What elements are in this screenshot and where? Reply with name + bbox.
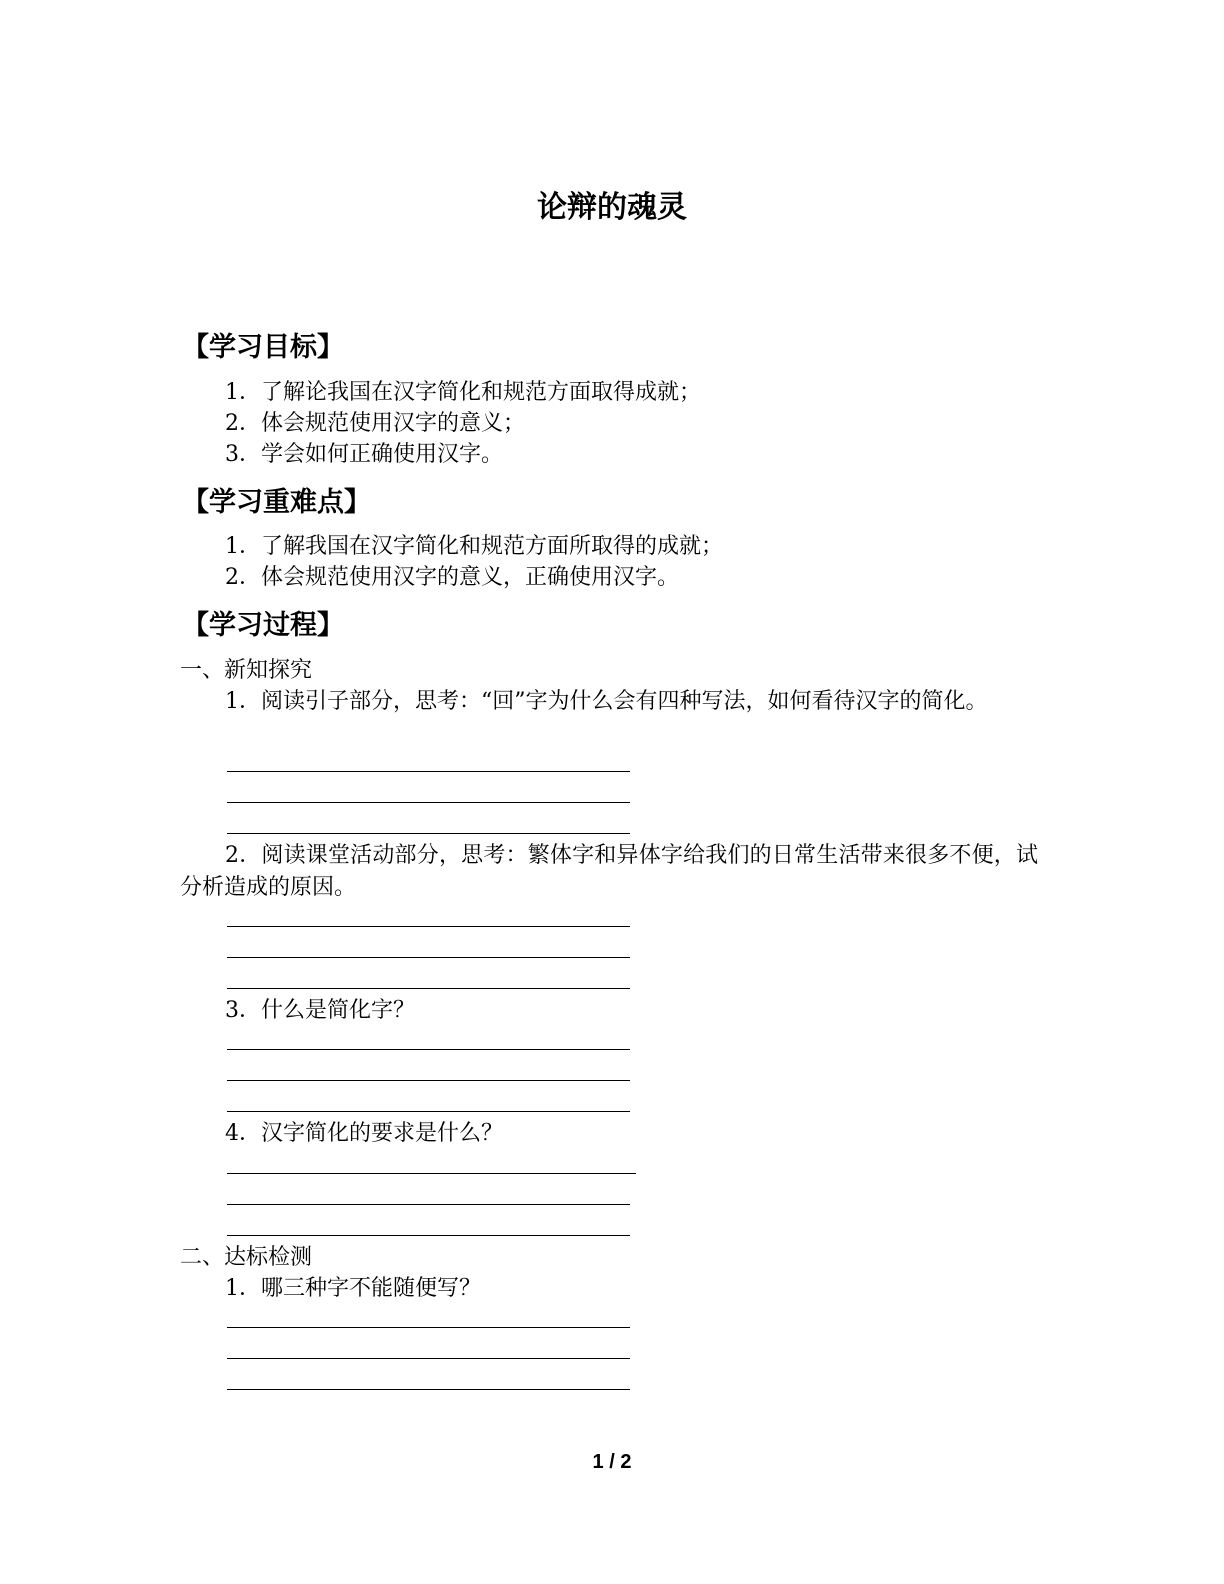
answer-line[interactable] bbox=[227, 926, 630, 927]
answer-line[interactable] bbox=[227, 1235, 630, 1236]
section-title-assessment: 二、达标检测 bbox=[180, 1245, 313, 1270]
answer-line[interactable] bbox=[227, 1389, 630, 1390]
objectives-heading: 【学习目标】 bbox=[182, 332, 344, 363]
page-number: 1 / 2 bbox=[592, 1451, 632, 1473]
key-point-item: 1．了解我国在汉字简化和规范方面所取得的成就； bbox=[225, 534, 723, 559]
answer-line[interactable] bbox=[227, 1358, 630, 1359]
answer-line[interactable] bbox=[227, 1049, 630, 1050]
answer-line[interactable] bbox=[227, 988, 630, 989]
question-2: 2．阅读课堂活动部分，思考：繁体字和异体字给我们的日常生活带来很多不便，试分析造成的原因。 bbox=[180, 843, 1038, 900]
assessment-question-1: 1．哪三种字不能随便写？ bbox=[225, 1276, 481, 1301]
answer-line[interactable] bbox=[227, 802, 630, 803]
objective-item: 2．体会规范使用汉字的意义； bbox=[225, 411, 525, 436]
key-point-item: 2．体会规范使用汉字的意义，正确使用汉字。 bbox=[225, 565, 679, 590]
page-title: 论辩的魂灵 bbox=[537, 190, 687, 225]
question-3: 3．什么是简化字？ bbox=[225, 998, 415, 1023]
answer-line[interactable] bbox=[227, 1173, 636, 1174]
question-1: 1．阅读引子部分，思考：“回”字为什么会有四种写法，如何看待汉字的简化。 bbox=[225, 689, 988, 714]
section-title-explore: 一、新知探究 bbox=[180, 658, 313, 683]
answer-line[interactable] bbox=[227, 1080, 630, 1081]
key-points-heading: 【学习重难点】 bbox=[182, 487, 371, 518]
answer-line[interactable] bbox=[227, 1111, 630, 1112]
answer-line[interactable] bbox=[227, 957, 630, 958]
question-4: 4．汉字简化的要求是什么？ bbox=[225, 1121, 503, 1146]
answer-line[interactable] bbox=[227, 771, 630, 772]
answer-line[interactable] bbox=[227, 1327, 630, 1328]
answer-line[interactable] bbox=[227, 833, 630, 834]
answer-line[interactable] bbox=[227, 1204, 630, 1205]
objective-item: 3．学会如何正确使用汉字。 bbox=[225, 442, 503, 467]
process-heading: 【学习过程】 bbox=[182, 610, 344, 641]
objective-item: 1．了解论我国在汉字简化和规范方面取得成就； bbox=[225, 380, 701, 405]
